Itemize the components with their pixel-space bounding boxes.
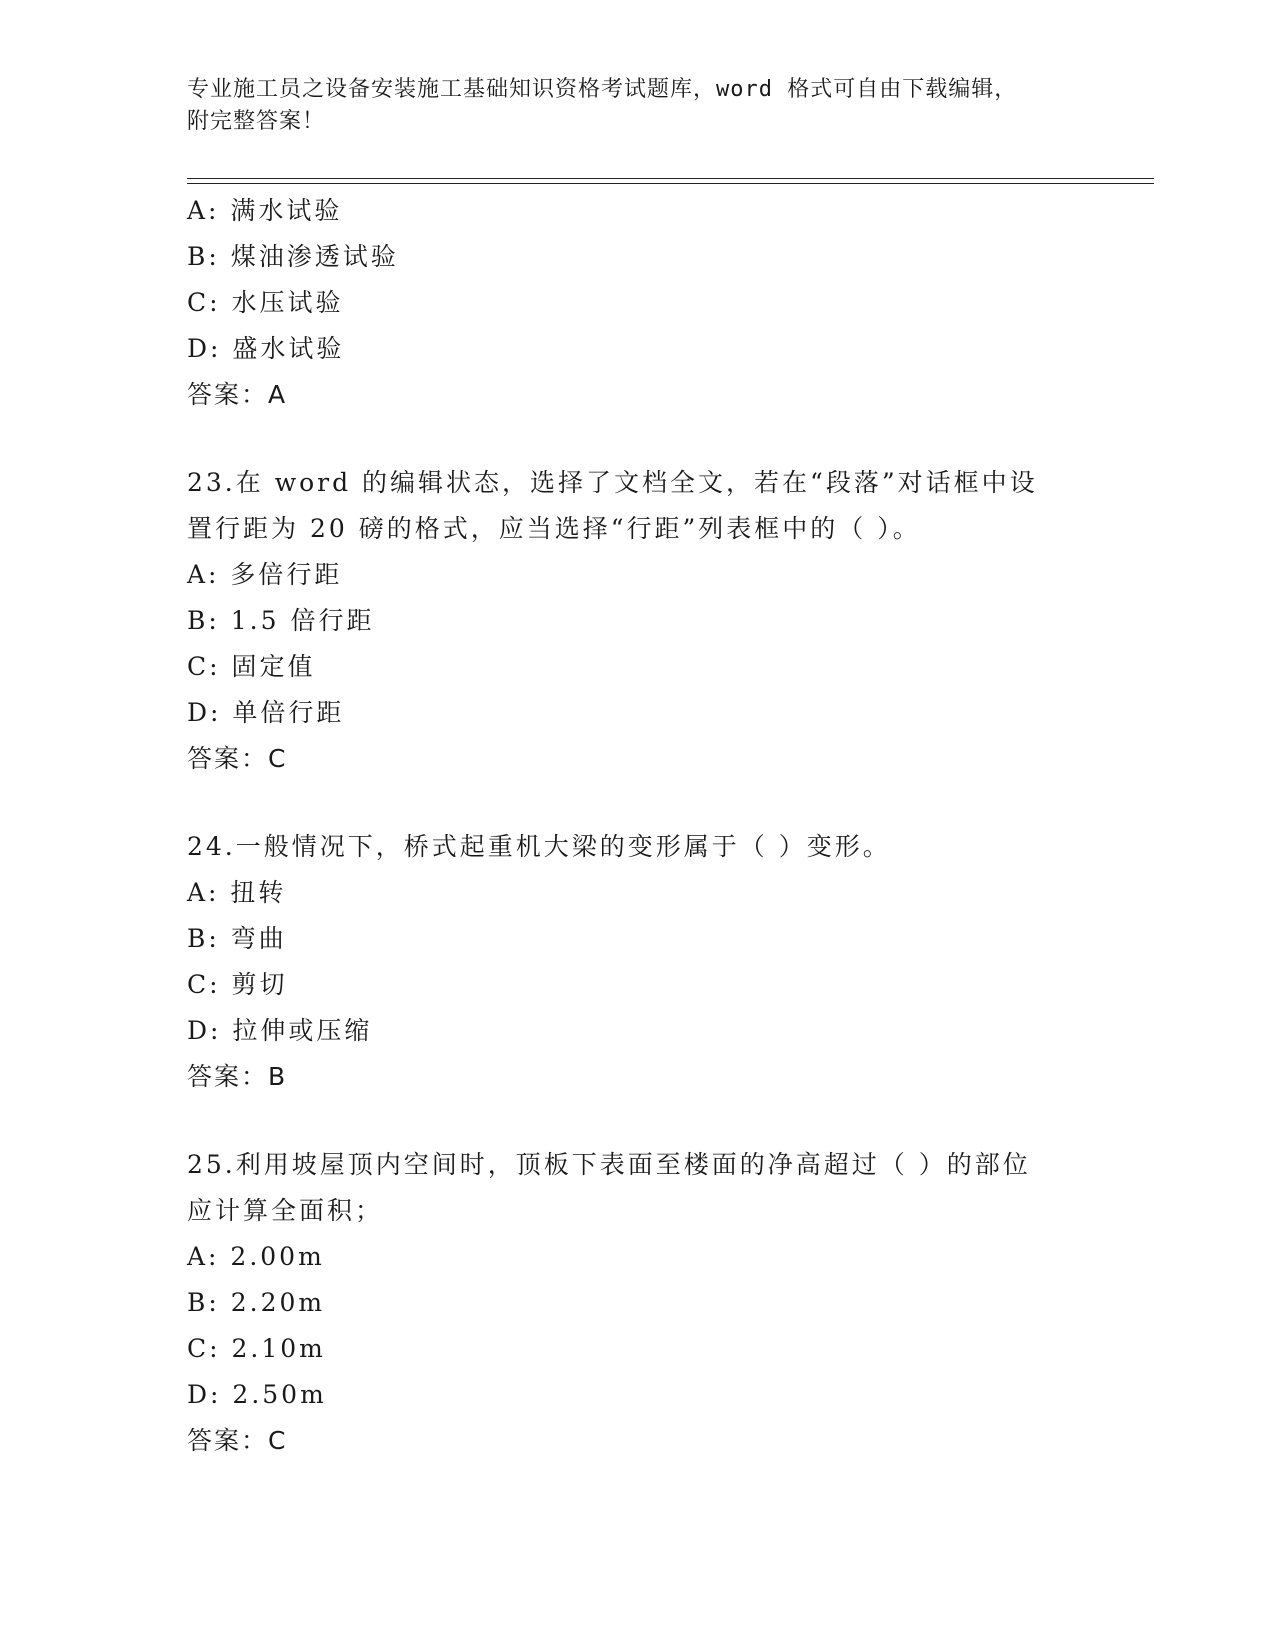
option-a: A: 扭转: [187, 878, 287, 907]
option-c: C: 水压试验: [187, 288, 344, 317]
option-c: C: 2.10m: [187, 1334, 326, 1363]
option-b: B: 2.20m: [187, 1288, 326, 1317]
question-stem-line: 置行距为 20 磅的格式，应当选择“行距”列表框中的（ ）。: [187, 514, 921, 543]
question-stem: [187, 460, 1067, 552]
document-header: [187, 74, 1067, 138]
option-b: B: 煤油渗透试验: [187, 242, 399, 271]
option-a: A: 满水试验: [187, 196, 343, 225]
option-a: A: 多倍行距: [187, 560, 343, 589]
answer-line: 答案：C: [187, 1426, 288, 1455]
option-b: B: 弯曲: [187, 924, 287, 953]
header-line-1: 专业施工员之设备安装施工基础知识资格考试题库，word 格式可自由下载编辑，: [187, 77, 1018, 102]
question-stem-line: 24.一般情况下，桥式起重机大梁的变形属于（ ）变形。: [187, 832, 891, 861]
question-stem: [187, 1142, 1067, 1234]
document-body: [187, 188, 1087, 1464]
option-a: A: 2.00m: [187, 1242, 325, 1271]
question-stem-line: 23.在 word 的编辑状态，选择了文档全文，若在“段落”对话框中设: [187, 468, 1038, 497]
option-d: D: 盛水试验: [187, 334, 345, 363]
option-c: C: 剪切: [187, 970, 288, 999]
header-divider-top: [187, 178, 1154, 179]
question-stem-line: 25.利用坡屋顶内空间时，顶板下表面至楼面的净高超过（ ）的部位: [187, 1150, 1031, 1179]
header-line-2: 附完整答案！: [187, 109, 326, 134]
answer-line: 答案：C: [187, 744, 288, 773]
question-24: [187, 824, 1087, 1100]
question-25: [187, 1142, 1087, 1464]
answer-line: 答案：A: [187, 380, 288, 409]
option-d: D: 单倍行距: [187, 698, 345, 727]
option-d: D: 2.50m: [187, 1380, 327, 1409]
question-23: [187, 460, 1087, 782]
header-divider-bottom: [187, 183, 1154, 184]
question-stem: [187, 824, 1067, 870]
question-22-continued: [187, 188, 1087, 418]
answer-line: 答案：B: [187, 1062, 288, 1091]
question-stem-line: 应计算全面积；: [187, 1196, 384, 1225]
option-d: D: 拉伸或压缩: [187, 1016, 373, 1045]
option-b: B: 1.5 倍行距: [187, 606, 375, 635]
option-c: C: 固定值: [187, 652, 316, 681]
